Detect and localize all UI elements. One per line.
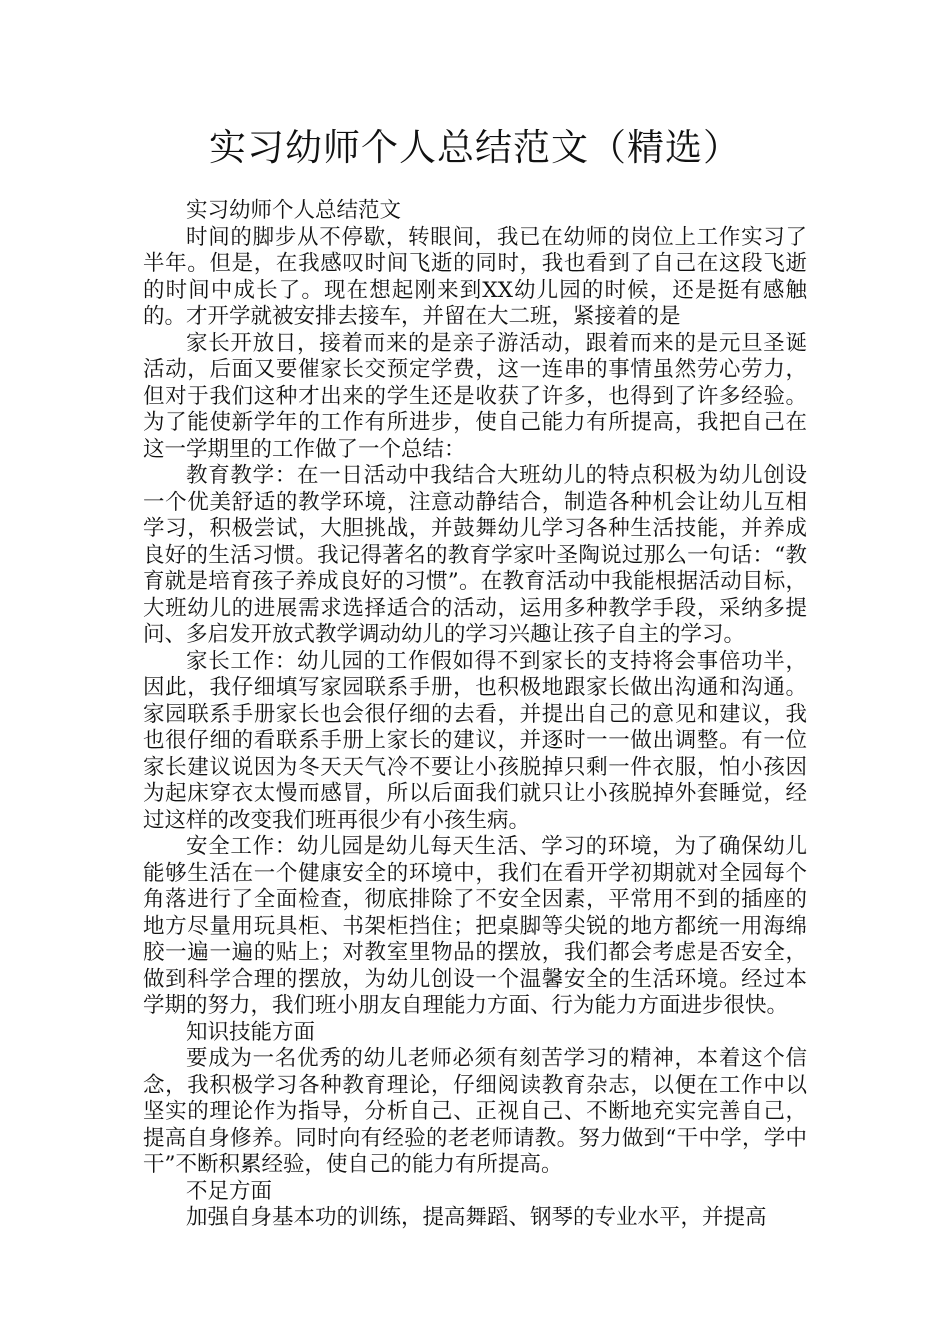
document-title: 实习幼师个人总结范文（精选）: [209, 126, 741, 169]
document-body: [143, 198, 807, 1232]
paragraph-intro: 时间的脚步从不停歇，转眼间，我已在幼师的岗位上工作实习了半年。但是，在我感叹时间飞逝的同时，我也看到了自己在这段飞逝的时间中成长了。现在想起刚来到XX幼儿园的时候，还是挺有感触的。才开学就被安排去接车，并留在大二班，紧接着的是: [143, 224, 807, 329]
paragraph-shortcomings: 加强自身基本功的训练，提高舞蹈、钢琴的专业水平，并提高: [186, 1205, 767, 1230]
heading-knowledge-skills: 知识技能方面: [186, 1019, 316, 1045]
heading-shortcomings: 不足方面: [186, 1178, 273, 1204]
paragraph-knowledge-skills: 要成为一名优秀的幼儿老师必须有刻苦学习的精神，本着这个信念，我积极学习各种教育理论，仔细阅读教育杂志，以便在工作中以坚实的理论作为指导，分析自己、正视自己、不断地充实完善自己，提高自身修养。同时向有经验的老老师请教。努力做到“干中学，学中干”不断积累经验，使自己的能力有所提高。: [143, 1046, 807, 1177]
paragraph-teaching: 教育教学：在一日活动中我结合大班幼儿的特点积极为幼儿创设一个优美舒适的教学环境，注意动静结合，制造各种机会让幼儿互相学习，积极尝试，大胆挑战，并鼓舞幼儿学习各种生活技能，并养成良好的生活习惯。我记得著名的教育学家叶圣陶说过那么一句话：“教育就是培育孩子养成良好的习惯”。在教育活动中我能根据活动目标，大班幼儿的进展需求选择适合的活动，运用多种教学手段，采纳多提问、多启发开放式教学调动幼儿的学习兴趣让孩子自主的学习。: [143, 463, 807, 647]
paragraph-subtitle: 实习幼师个人总结范文: [186, 198, 402, 223]
paragraph-parents-work: 家长工作：幼儿园的工作假如得不到家长的支持将会事倍功半，因此，我仔细填写家园联系手册，也积极地跟家长做出沟通和沟通。家园联系手册家长也会很仔细的去看，并提出自己的意见和建议，我也很仔细的看联系手册上家长的建议，并逐时一一做出调整。有一位家长建议说因为冬天天气冷不要让小孩脱掉只剩一件衣服，怕小孩因为起床穿衣太慢而感冒，所以后面我们就只让小孩脱掉外套睡觉，经过这样的改变我们班再很少有小孩生病。: [143, 648, 807, 833]
paragraph-activities: 家长开放日，接着而来的是亲子游活动，跟着而来的是元旦圣诞活动，后面又要催家长交预定学费，这一连串的事情虽然劳心劳力，但对于我们这种才出来的学生还是收获了许多，也得到了许多经验。为了能使新学年的工作有所进步，使自己能力有所提高，我把自己在这一学期里的工作做了一个总结：: [143, 330, 807, 462]
paragraph-safety-work: 安全工作：幼儿园是幼儿每天生活、学习的环境，为了确保幼儿能够生活在一个健康安全的环境中，我们在看开学初期就对全园每个角落进行了全面检查，彻底排除了不安全因素，平常用不到的插座的地方尽量用玩具柜、书架柜挡住；把桌脚等尖锐的地方都统一用海绵胶一遍一遍的贴上；对教室里物品的摆放，我们都会考虑是否安全，做到科学合理的摆放，为幼儿创设一个温馨安全的生活环境。经过本学期的努力，我们班小朋友自理能力方面、行为能力方面进步很快。: [143, 834, 807, 1018]
